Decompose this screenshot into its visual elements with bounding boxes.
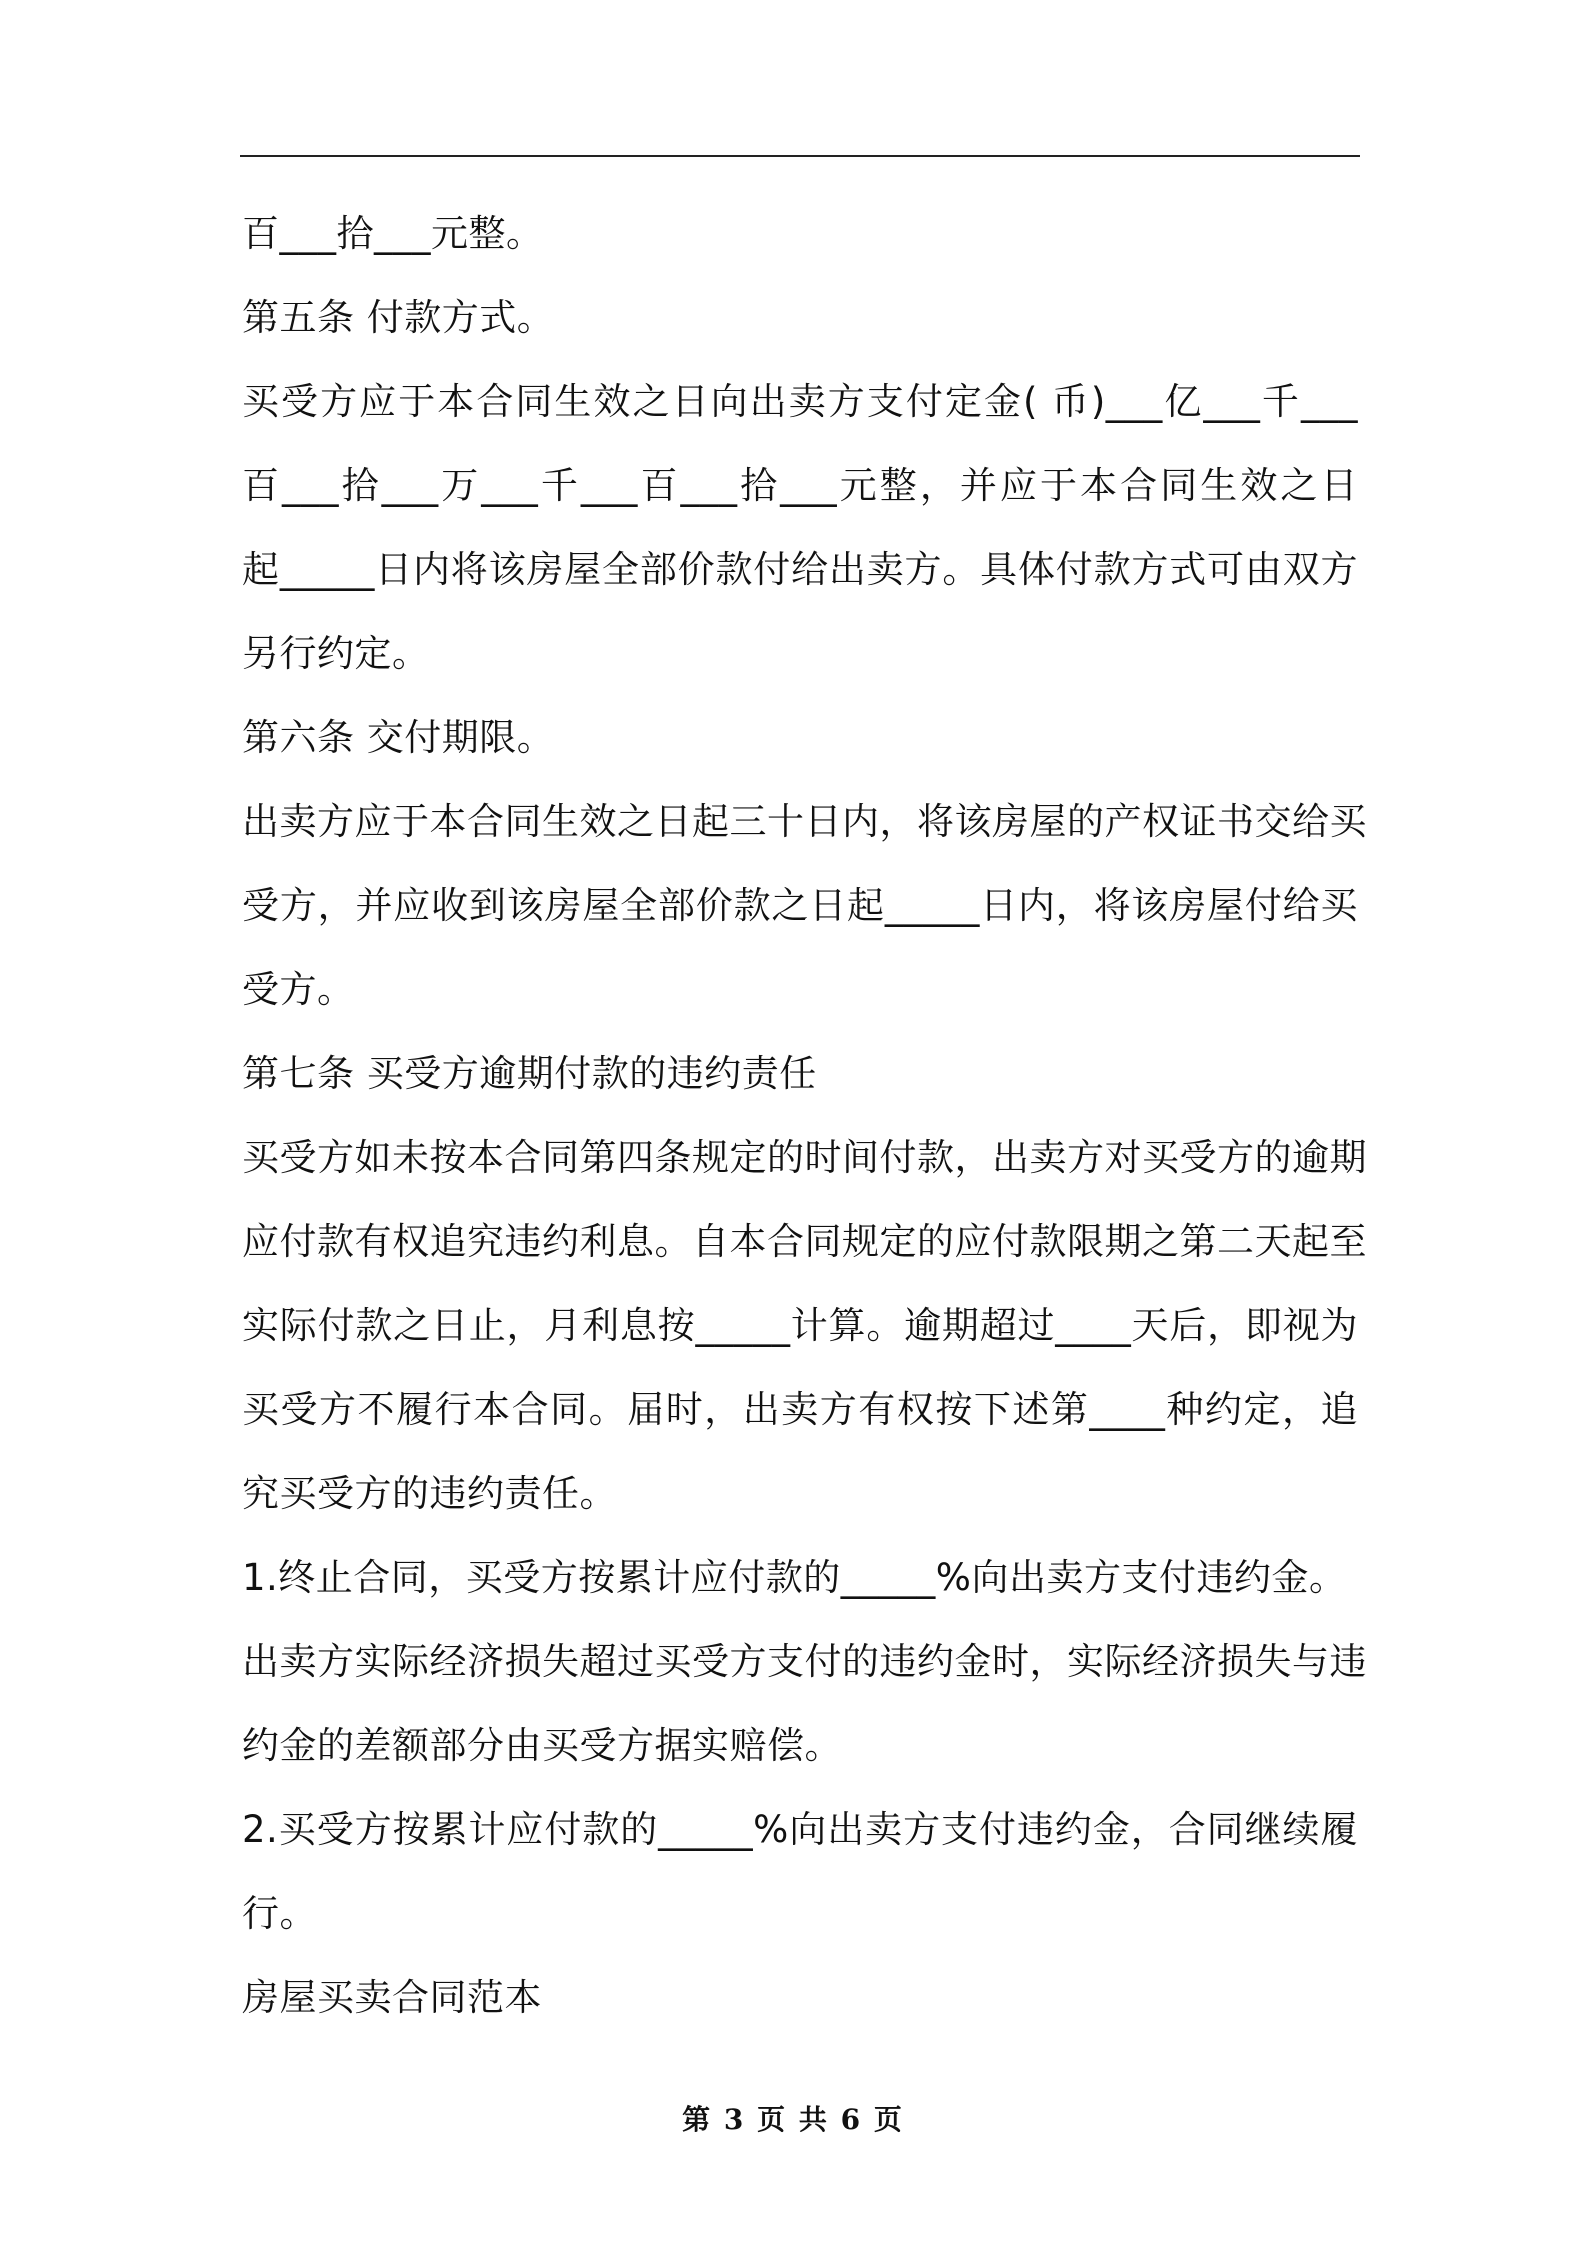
text-line: 应付款有权追究违约利息。自本合同规定的应付款限期之第二天起至 [242, 1220, 1367, 1263]
header-divider [240, 155, 1360, 157]
section-heading: 第七条 买受方逾期付款的违约责任 [242, 1052, 817, 1095]
text-line: 受方，并应收到该房屋全部价款之日起_____日内，将该房屋付给买 [242, 884, 1358, 927]
text-line: 百___拾___元整。 [242, 212, 544, 255]
document-body [242, 192, 1367, 2040]
text-line: 买受方应于本合同生效之日向出卖方支付定金( 币)___亿___千___ [242, 380, 1358, 423]
section-heading: 第六条 交付期限。 [242, 716, 555, 759]
text-line: 出卖方应于本合同生效之日起三十日内，将该房屋的产权证书交给买 [242, 800, 1367, 843]
text-line: 起_____日内将该房屋全部价款付给出卖方。具体付款方式可由双方 [242, 548, 1358, 591]
text-line: 买受方如未按本合同第四条规定的时间付款，出卖方对买受方的逾期 [242, 1136, 1367, 1179]
text-line: 房屋买卖合同范本 [242, 1976, 542, 2019]
text-line: 2.买受方按累计应付款的_____%向出卖方支付违约金，合同继续履 [242, 1808, 1358, 1851]
text-line: 百___拾___万___千___百___拾___元整，并应于本合同生效之日 [242, 464, 1358, 507]
text-line: 实际付款之日止，月利息按_____计算。逾期超过____天后，即视为 [242, 1304, 1358, 1347]
text-line: 究买受方的违约责任。 [242, 1472, 617, 1515]
text-line: 受方。 [242, 968, 355, 1011]
text-line: 约金的差额部分由买受方据实赔偿。 [242, 1724, 842, 1767]
text-line: 1.终止合同，买受方按累计应付款的_____%向出卖方支付违约金。 [242, 1556, 1347, 1599]
page-number: 第 3 页 共 6 页 [682, 2103, 904, 2136]
text-line: 另行约定。 [242, 632, 430, 675]
text-line: 行。 [242, 1892, 317, 1935]
text-line: 买受方不履行本合同。届时，出卖方有权按下述第____种约定，追 [242, 1388, 1358, 1431]
section-heading: 第五条 付款方式。 [242, 296, 555, 339]
text-line: 出卖方实际经济损失超过买受方支付的违约金时，实际经济损失与违 [242, 1640, 1367, 1683]
